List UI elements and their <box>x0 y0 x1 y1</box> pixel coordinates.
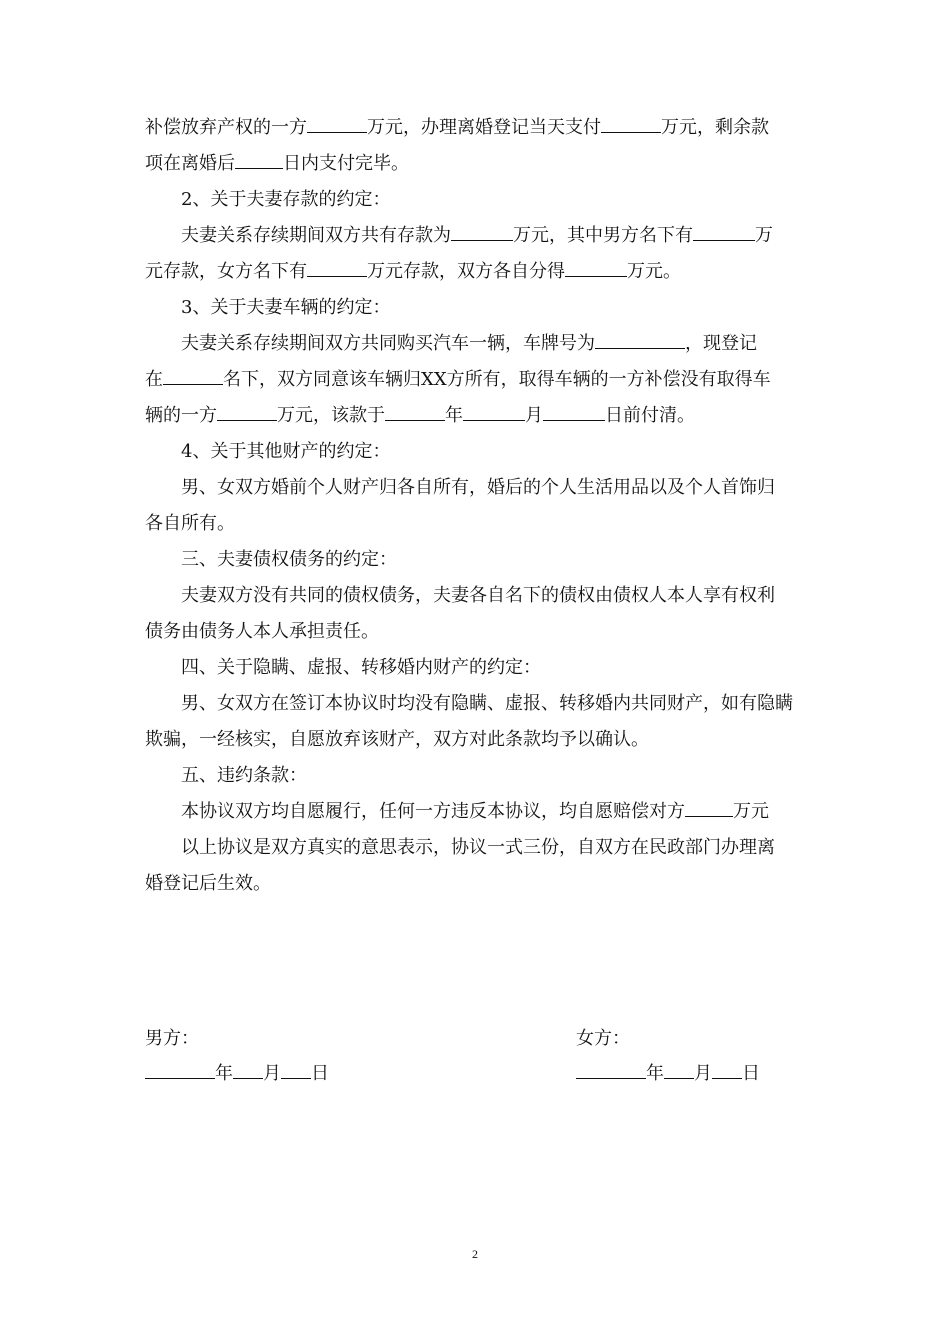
paragraph-line: 补偿放弃产权的一方 万元，办理离婚登记当天支付 万元，剩余款 <box>145 110 807 146</box>
paragraph-line: 各自所有。 <box>145 513 235 534</box>
male-signature-label: 男方： <box>145 1028 199 1049</box>
section-heading: 三、夫妻债权债务的约定： <box>181 549 397 570</box>
blank-field <box>595 329 685 349</box>
blank-field <box>217 401 277 421</box>
blank-field <box>163 365 223 385</box>
paragraph-line: 男、女双方在签订本协议时均没有隐瞒、虚报、转移婚内共同财产，如有隐瞒 <box>181 693 793 714</box>
blank-field <box>693 221 755 241</box>
blank-field <box>664 1059 694 1079</box>
paragraph-line: 辆的一方 万元，该款于 年 月 日前付清。 <box>145 398 807 434</box>
blank-field <box>685 797 733 817</box>
female-signature-label: 女方： <box>576 1028 630 1049</box>
blank-field <box>712 1059 742 1079</box>
blank-field <box>543 401 605 421</box>
blank-field <box>565 257 627 277</box>
paragraph-line: 男、女双方婚前个人财产归各自所有，婚后的个人生活用品以及个人首饰归 <box>181 477 775 498</box>
paragraph-line: 夫妻关系存续期间双方共有存款为 万元，其中男方名下有 万 <box>145 218 807 254</box>
blank-field <box>307 257 367 277</box>
blank-field <box>451 221 513 241</box>
blank-field <box>145 1059 215 1079</box>
blank-field <box>281 1059 311 1079</box>
paragraph-line: 本协议双方均自愿履行，任何一方违反本协议，均自愿赔偿对方 万元 <box>145 794 807 830</box>
paragraph-line: 夫妻双方没有共同的债权债务，夫妻各自名下的债权由债权人本人享有权利 <box>181 585 775 606</box>
page-number: 2 <box>472 1247 478 1261</box>
male-signature-date: 年 月 日 <box>145 1056 329 1092</box>
paragraph-line: 婚登记后生效。 <box>145 873 271 894</box>
blank-field <box>385 401 445 421</box>
agreement-body <box>145 110 807 902</box>
blank-field <box>601 113 661 133</box>
paragraph-line: 在 名下，双方同意该车辆归XX方所有，取得车辆的一方补偿没有取得车 <box>145 362 807 398</box>
female-signature-date: 年 月 日 <box>576 1056 760 1092</box>
section-heading: 3、关于夫妻车辆的约定： <box>181 297 391 318</box>
blank-field <box>463 401 525 421</box>
blank-field <box>307 113 367 133</box>
paragraph-line: 夫妻关系存续期间双方共同购买汽车一辆，车牌号为 ，现登记 <box>145 326 807 362</box>
paragraph-line: 欺骗，一经核实，自愿放弃该财产，双方对此条款均予以确认。 <box>145 729 649 750</box>
paragraph-line: 元存款，女方名下有 万元存款，双方各自分得 万元。 <box>145 254 807 290</box>
blank-field <box>576 1059 646 1079</box>
section-heading: 四、关于隐瞒、虚报、转移婚内财产的约定： <box>181 657 541 678</box>
section-heading: 五、违约条款： <box>181 765 307 786</box>
section-heading: 2、关于夫妻存款的约定： <box>181 189 391 210</box>
blank-field <box>233 1059 263 1079</box>
blank-field <box>235 149 283 169</box>
section-heading: 4、关于其他财产的约定： <box>181 441 391 462</box>
paragraph-line: 项在离婚后 日内支付完毕。 <box>145 146 807 182</box>
paragraph-line: 债务由债务人本人承担责任。 <box>145 621 379 642</box>
paragraph-line: 以上协议是双方真实的意思表示，协议一式三份，自双方在民政部门办理离 <box>181 837 775 858</box>
